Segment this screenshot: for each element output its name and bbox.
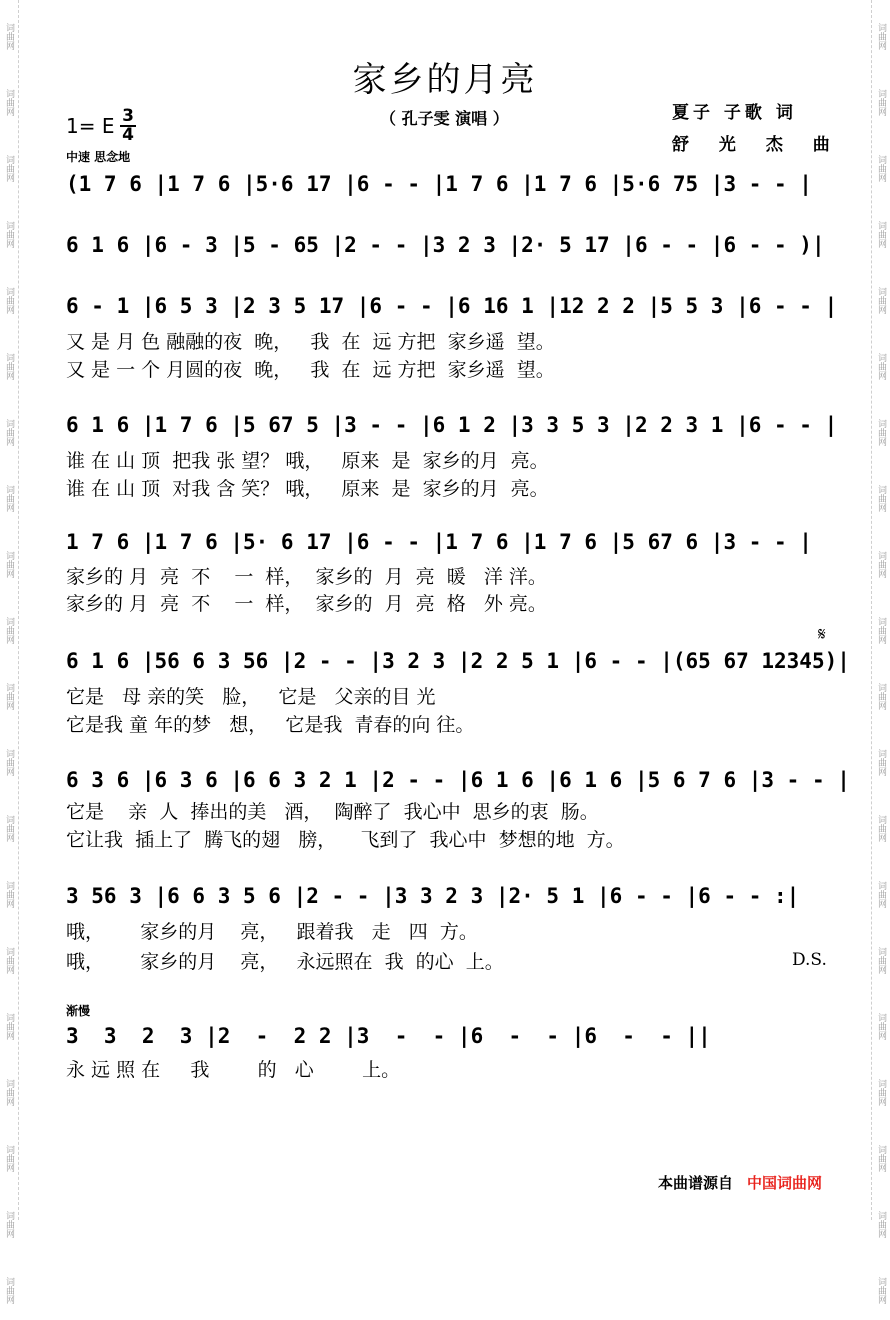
left-watermark-strip xyxy=(0,0,19,1304)
singer-credit: （ 孔子雯 演唱 ） xyxy=(380,109,509,128)
watermark-text: 词曲网 xyxy=(876,748,886,776)
watermark-text: 词曲网 xyxy=(4,220,14,248)
watermark-text: 词曲网 xyxy=(876,484,886,512)
watermark-text: 词曲网 xyxy=(4,154,14,182)
watermark-text: 词曲网 xyxy=(876,88,886,116)
song-title: 家乡的月亮 xyxy=(352,60,538,100)
lyric-line: 它是我 童 年的梦 想， 它是我 青春的向 往。 xyxy=(66,714,475,736)
watermark-text: 词曲网 xyxy=(876,1210,886,1238)
watermark-text: 词曲网 xyxy=(4,1144,14,1172)
score-line: 3 56 3 |6 6 3 5 6 |2 - - |3 3 2 3 |2· 5 1 |6 - - |6 - - :| xyxy=(66,884,800,908)
lyric-line: 谁 在 山 顶 对我 含 笑？ 哦， 原来 是 家乡的月 亮。 xyxy=(66,478,549,500)
score-line: 6 1 6 |1 7 6 |5 67 5 |3 - - |6 1 2 |3 3 5 3 |2 2 3 1 |6 - - | xyxy=(66,413,838,437)
watermark-text: 词曲网 xyxy=(4,1012,14,1040)
source-attribution xyxy=(658,1172,822,1193)
watermark-text: 词曲网 xyxy=(4,616,14,644)
watermark-text: 词曲网 xyxy=(4,88,14,116)
watermark-text: 词曲网 xyxy=(4,484,14,512)
watermark-text: 词曲网 xyxy=(876,682,886,710)
lyric-line: 它是 亲 人 捧出的美 酒， 陶醉了 我心中 思乡的衷 肠。 xyxy=(66,801,599,823)
score-line: 6 1 6 |6 - 3 |5 - 65 |2 - - |3 2 3 |2· 5 17 |6 - - |6 - - )| xyxy=(66,233,825,257)
time-signature xyxy=(120,108,136,144)
time-signature-top: 3 xyxy=(122,106,134,126)
watermark-text: 词曲网 xyxy=(876,154,886,182)
watermark-text: 词曲网 xyxy=(4,814,14,842)
lyricist-credit: 夏子 子歌 词 xyxy=(672,103,797,123)
composer-credit: 舒 光 杰 曲 xyxy=(672,135,842,155)
watermark-text: 词曲网 xyxy=(4,880,14,908)
key-signature: 1= E xyxy=(66,114,115,138)
score-line: 3 3 2 3 |2 - 2 2 |3 - - |6 - - |6 - - || xyxy=(66,1024,711,1048)
watermark-text: 词曲网 xyxy=(4,550,14,578)
watermark-text: 词曲网 xyxy=(4,286,14,314)
lyric-line: 哦， 家乡的月 亮， 跟着我 走 四 方。 xyxy=(66,921,478,943)
watermark-text: 词曲网 xyxy=(4,22,14,50)
watermark-text: 词曲网 xyxy=(4,1210,14,1238)
lyric-line: 谁 在 山 顶 把我 张 望？ 哦， 原来 是 家乡的月 亮。 xyxy=(66,450,549,472)
score-line: 6 - 1 |6 5 3 |2 3 5 17 |6 - - |6 16 1 |12 2 2 |5 5 3 |6 - - | xyxy=(66,294,838,318)
watermark-text: 词曲网 xyxy=(876,1012,886,1040)
watermark-text: 词曲网 xyxy=(4,1078,14,1106)
watermark-text: 词曲网 xyxy=(4,1276,14,1304)
tempo-marking: 中速 思念地 xyxy=(66,150,131,164)
watermark-text: 词曲网 xyxy=(876,880,886,908)
score-line: 1 7 6 |1 7 6 |5· 6 17 |6 - - |1 7 6 |1 7 6 |5 67 6 |3 - - | xyxy=(66,530,812,554)
lyric-line: 家乡的 月 亮 不 一 样， 家乡的 月 亮 暖 洋 洋。 xyxy=(66,566,547,588)
lyric-line: 它让我 插上了 腾飞的翅 膀， 飞到了 我心中 梦想的地 方。 xyxy=(66,829,625,851)
lyric-line: 永 远 照 在 我 的 心 上。 xyxy=(66,1059,401,1081)
dal-segno-marking: D.S. xyxy=(792,950,827,970)
source-site-link[interactable]: 中国词曲网 xyxy=(747,1174,823,1192)
watermark-text: 词曲网 xyxy=(876,352,886,380)
watermark-text: 词曲网 xyxy=(4,352,14,380)
segno-icon: 𝄋 xyxy=(818,624,826,645)
watermark-text: 词曲网 xyxy=(4,748,14,776)
lyric-line: 它是 母 亲的笑 脸， 它是 父亲的目 光 xyxy=(66,686,436,708)
watermark-text: 词曲网 xyxy=(876,286,886,314)
score-line: (1 7 6 |1 7 6 |5·6 17 |6 - - |1 7 6 |1 7 6 |5·6 75 |3 - - | xyxy=(66,172,812,196)
time-signature-bottom: 4 xyxy=(122,125,134,145)
watermark-text: 词曲网 xyxy=(876,418,886,446)
watermark-text: 词曲网 xyxy=(4,946,14,974)
lyric-line: 哦， 家乡的月 亮， 永远照在 我 的心 上。 xyxy=(66,951,504,973)
watermark-text: 词曲网 xyxy=(876,1276,886,1304)
watermark-text: 词曲网 xyxy=(876,1144,886,1172)
score-line: 6 1 6 |56 6 3 56 |2 - - |3 2 3 |2 2 5 1 |6 - - |(65 67 12345)| xyxy=(66,649,850,673)
lyric-line: 家乡的 月 亮 不 一 样， 家乡的 月 亮 格 外 亮。 xyxy=(66,593,547,615)
watermark-text: 词曲网 xyxy=(876,22,886,50)
lyric-line: 又 是 月 色 融融的夜 晚， 我 在 远 方把 家乡遥 望。 xyxy=(66,331,555,353)
score-line: 6 3 6 |6 3 6 |6 6 3 2 1 |2 - - |6 1 6 |6 1 6 |5 6 7 6 |3 - - | xyxy=(66,768,850,792)
watermark-text: 词曲网 xyxy=(876,220,886,248)
watermark-text: 词曲网 xyxy=(4,418,14,446)
watermark-text: 词曲网 xyxy=(876,946,886,974)
watermark-text: 词曲网 xyxy=(4,682,14,710)
watermark-text: 词曲网 xyxy=(876,1078,886,1106)
right-watermark-strip xyxy=(871,0,890,1304)
watermark-text: 词曲网 xyxy=(876,550,886,578)
watermark-text: 词曲网 xyxy=(876,616,886,644)
lyric-line: 又 是 一 个 月圆的夜 晚， 我 在 远 方把 家乡遥 望。 xyxy=(66,359,555,381)
source-label: 本曲谱源自 xyxy=(658,1174,734,1192)
ritardando-marking: 渐慢 xyxy=(66,1004,91,1018)
watermark-text: 词曲网 xyxy=(876,814,886,842)
